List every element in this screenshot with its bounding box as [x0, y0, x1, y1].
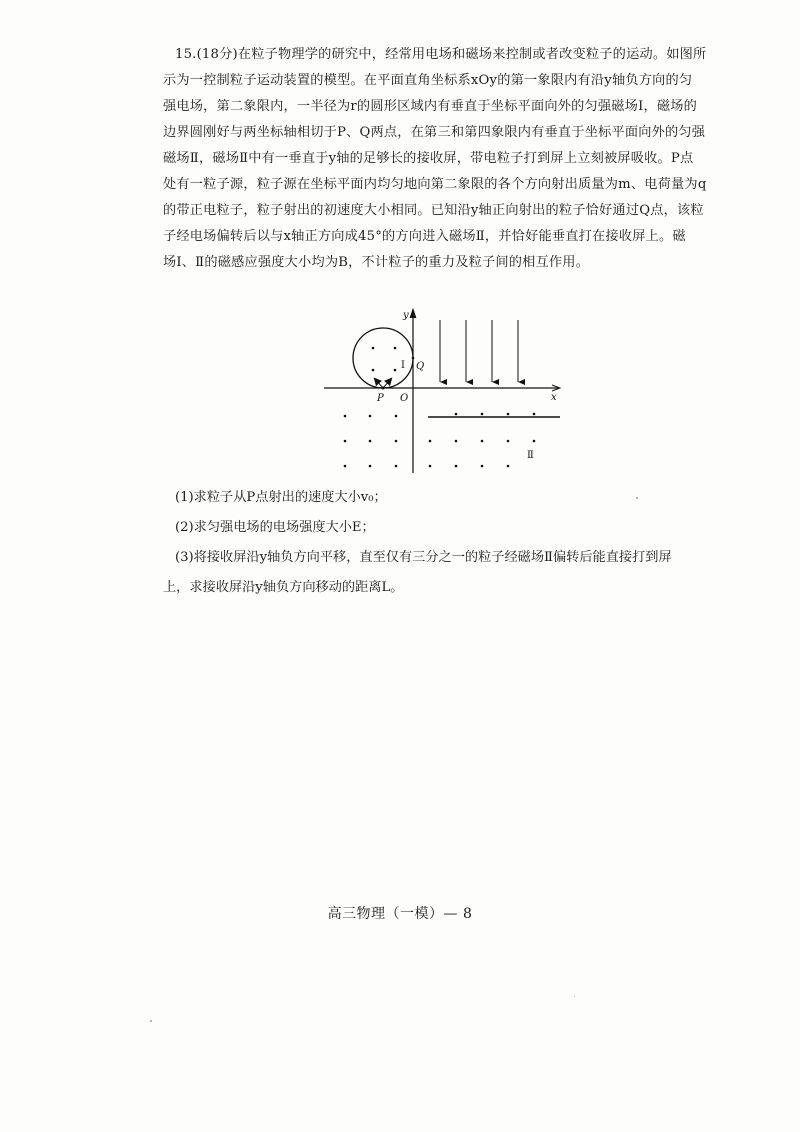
- question-line: 场Ⅰ、Ⅱ的磁感应强度大小均为B，不计粒子的重力及粒子间的相互作用。: [163, 255, 590, 270]
- question-line: 边界圆刚好与两坐标轴相切于P、Q两点，在第三和第四象限内有垂直于坐标平面向外的匀强: [163, 125, 706, 140]
- field-2-dots: [344, 413, 536, 468]
- field-1-dots: [372, 347, 397, 372]
- question-line: 处有一粒子源，粒子源在坐标平面内均匀地向第二象限的各个方向射出质量为m、电荷量为q: [163, 177, 707, 192]
- page-footer: 高三物理（一模）— 8: [327, 906, 473, 922]
- question-line: 示为一控制粒子运动装置的模型。在平面直角坐标系xOy的第一象限内有沿y轴负方向的匀: [163, 73, 693, 88]
- y-axis-arrow-icon: [410, 309, 416, 318]
- question-stem: [163, 42, 748, 276]
- question-line: 强电场，第二象限内，一半径为r的圆形区域内有垂直于坐标平面向外的匀强磁场Ⅰ，磁场的: [163, 99, 698, 114]
- sub-question-3: (3)将接收屏沿y轴负方向平移，直至仅有三分之一的粒子经磁场Ⅱ偏转后能直接打到屏: [175, 550, 672, 565]
- sub-question-1: (1)求粒子从P点射出的速度大小v₀；: [175, 490, 387, 505]
- question-line: 子经电场偏转后以与x轴正方向成45°的方向进入磁场Ⅱ，并恰好能垂直打在接收屏上。磁: [163, 229, 686, 244]
- sub-questions: [163, 483, 753, 603]
- y-axis-label: y: [403, 310, 409, 321]
- point-q-label: Q: [416, 361, 425, 372]
- field-1-label: Ⅰ: [401, 360, 405, 371]
- physics-diagram: [320, 308, 570, 478]
- electric-field-arrows: [440, 320, 518, 382]
- point-q: [412, 357, 415, 360]
- field-2-label: Ⅱ: [527, 450, 534, 461]
- magnetic-field-1-boundary: [353, 328, 413, 388]
- point-p-label: P: [377, 393, 384, 404]
- sub-question-2: (2)求匀强电场的电场强度大小E；: [175, 520, 375, 535]
- scan-speck: [150, 1020, 152, 1022]
- sub-question-3-cont: 上，求接收屏沿y轴负方向移动的距离L。: [163, 580, 404, 595]
- question-line: 磁场Ⅱ，磁场Ⅱ中有一垂直于y轴的足够长的接收屏，带电粒子打到屏上立刻被屏吸收。P点: [163, 151, 694, 166]
- point-p: [382, 387, 385, 390]
- scan-speck: [636, 497, 638, 499]
- diagram-svg: [320, 308, 570, 478]
- x-axis-label: x: [551, 392, 557, 403]
- question-line: 的带正电粒子，粒子射出的初速度大小相同。已知沿y轴正向射出的粒子恰好通过Q点，该粒: [163, 203, 704, 218]
- scan-speck: [574, 996, 575, 997]
- origin-label: O: [400, 393, 409, 404]
- question-line: 15.(18分)在粒子物理学的研究中，经常用电场和磁场来控制或者改变粒子的运动。如图所: [175, 47, 707, 62]
